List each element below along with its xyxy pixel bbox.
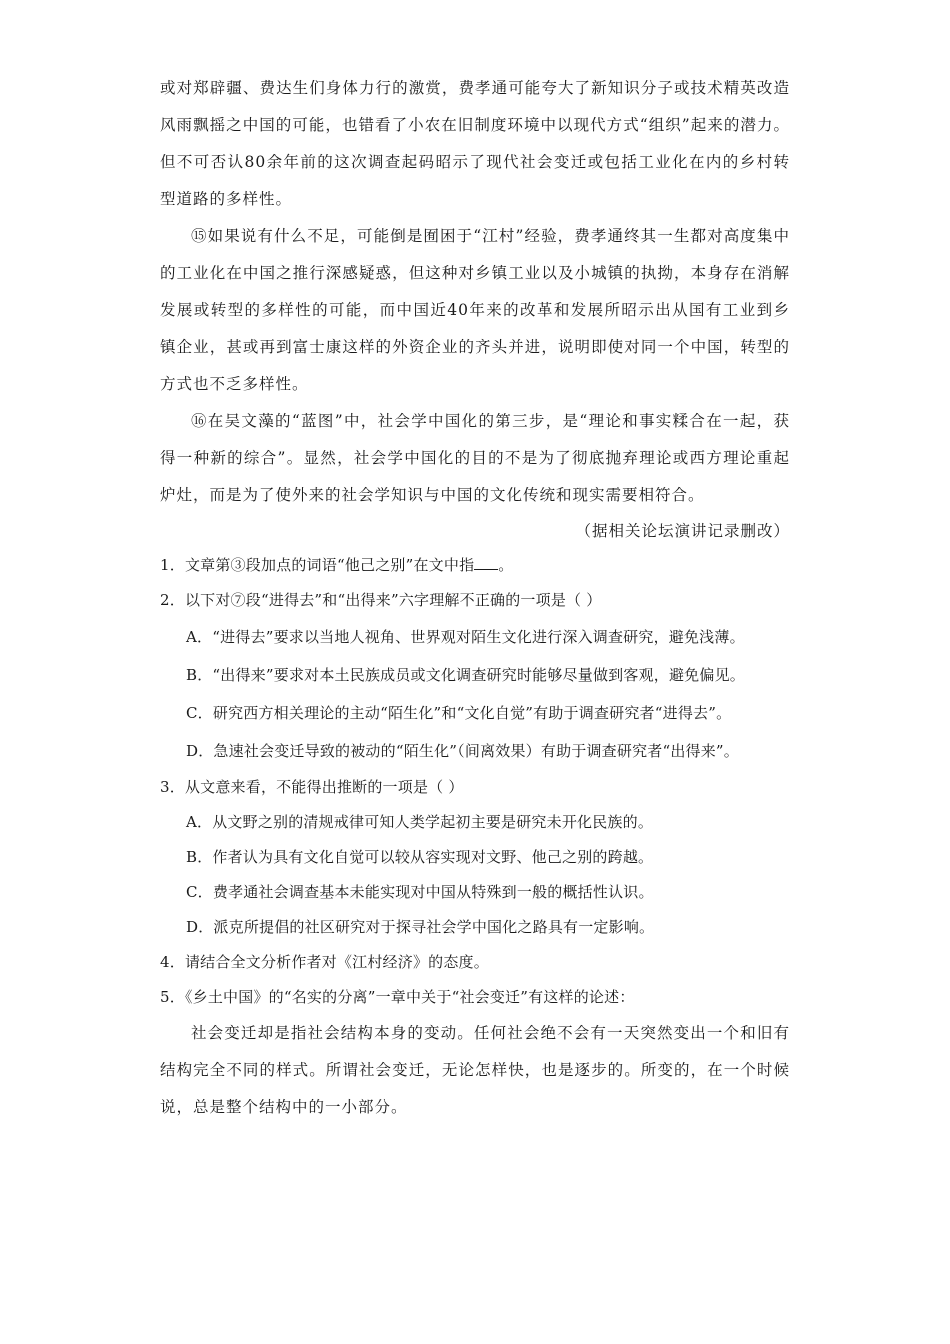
question-3-option-d: D．派克所提倡的社区研究对于探寻社会学中国化之路具有一定影响。 <box>186 918 655 936</box>
question-4: 4．请结合全文分析作者对《江村经济》的态度。 <box>160 953 489 971</box>
passage-paragraph-16: ⑯在吴文藻的“蓝图”中，社会学中国化的第三步，是“理论和事实糅合在一起，获得一种新的综合”。显然，社会学中国化的目的不是为了彻底抛弃理论或西方理论重起炉灶，而是为了使外来的社会学知识与中国的文化传统和现实需要相符合。 <box>160 412 790 504</box>
answer-blank[interactable] <box>474 555 498 570</box>
question-2-option-d: D．急速社会变迁导致的被动的“陌生化”（间离效果）有助于调查研究者“出得来”。 <box>186 742 740 760</box>
question-3-option-a: A．从文野之别的清规戒律可知人类学起初主要是研究未开化民族的。 <box>186 813 654 831</box>
question-2: 2．以下对⑦段“进得去”和“出得来”六字理解不正确的一项是（ ） <box>160 591 602 609</box>
question-3: 3．从文意来看，不能得出推断的一项是（ ） <box>160 778 464 796</box>
question-5-quote: 社会变迁却是指社会结构本身的变动。任何社会绝不会有一天突然变出一个和旧有结构完全不同的样式。所谓社会变迁，无论怎样快，也是逐步的。所变的，在一个时候说，总是整个结构中的一小部分。 <box>160 1024 790 1116</box>
question-5: 5．《乡土中国》的“名实的分离”一章中关于“社会变迁”有这样的论述： <box>160 988 635 1006</box>
question-2-option-a: A．“进得去”要求以当地人视角、世界观对陌生文化进行深入调查研究，避免浅薄。 <box>186 628 745 646</box>
question-3-option-b: B．作者认为具有文化自觉可以较从容实现对文野、他己之别的跨越。 <box>186 848 654 866</box>
passage-source: （据相关论坛演讲记录删改） <box>575 522 790 540</box>
question-1 <box>160 548 790 583</box>
document-page <box>160 70 790 1126</box>
question-1-end: 。 <box>498 556 514 574</box>
question-3-option-c: C．费孝通社会调查基本未能实现对中国从特殊到一般的概括性认识。 <box>186 883 654 901</box>
question-2-option-c: C．研究西方相关理论的主动“陌生化”和“文化自觉”有助于调查研究者“进得去”。 <box>186 704 732 722</box>
passage-paragraph-15: ⑮如果说有什么不足，可能倒是囿困于“江村”经验，费孝通终其一生都对高度集中的工业化在中国之推行深感疑惑，但这种对乡镇工业以及小城镇的执拗，本身存在消解发展或转型的多样性的可能，而中国近40年来的改革和发展所昭示出从国有工业到乡镇企业，甚或再到富士康这样的外资企业的齐头并进，说明即使对同一个中国，转型的方式也不乏多样性。 <box>160 227 790 393</box>
question-2-option-b: B．“出得来”要求对本土民族成员或文化调查研究时能够尽量做到客观，避免偏见。 <box>186 666 745 684</box>
passage-paragraph-continued: 或对郑辟疆、费达生们身体力行的激赏，费孝通可能夸大了新知识分子或技术精英改造风雨飘摇之中国的可能，也错看了小农在旧制度环境中以现代方式“组织”起来的潜力。但不可否认80余年前的这次调查起码昭示了现代社会变迁或包括工业化在内的乡村转型道路的多样性。 <box>160 79 790 208</box>
question-1-text: 1．文章第③段加点的词语“他己之别”在文中指 <box>160 556 475 574</box>
